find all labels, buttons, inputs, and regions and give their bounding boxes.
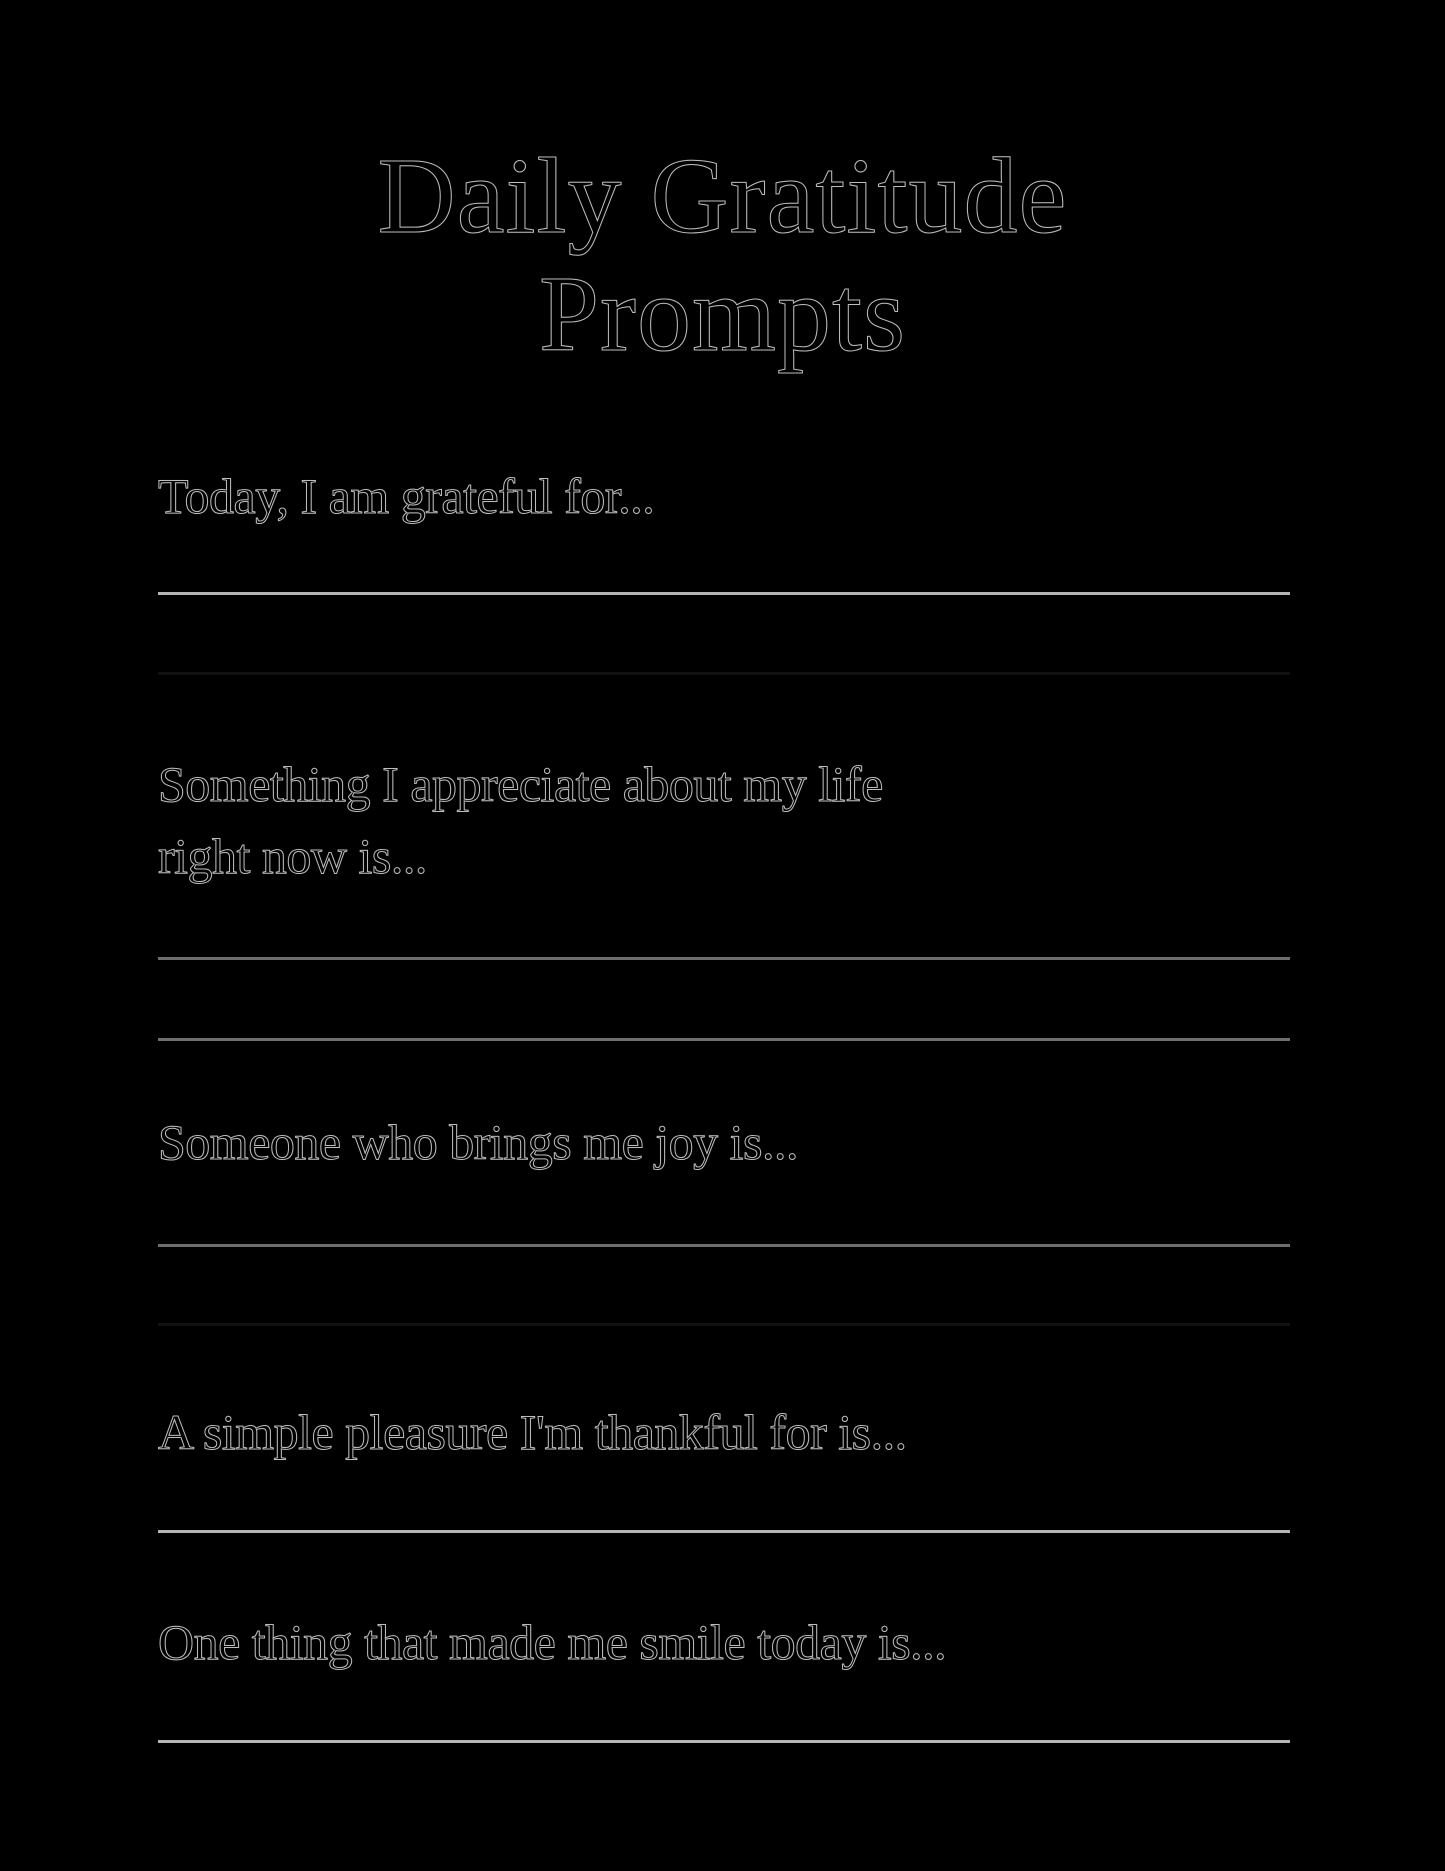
prompt-2-answer-line-2[interactable] bbox=[158, 1038, 1290, 1041]
prompt-1-answer-line-1[interactable] bbox=[158, 592, 1290, 595]
prompt-1-answer-line-2[interactable] bbox=[158, 672, 1290, 675]
prompt-4-answer-line[interactable] bbox=[158, 1530, 1290, 1533]
prompt-2-line-2: right now is... bbox=[158, 828, 427, 884]
prompt-2-label bbox=[158, 748, 883, 892]
page-title bbox=[0, 138, 1445, 374]
prompt-5-answer-line[interactable] bbox=[158, 1740, 1290, 1743]
prompt-2-answer-line-1[interactable] bbox=[158, 957, 1290, 960]
title-line-2: Prompts bbox=[538, 255, 907, 374]
prompt-4-label: A simple pleasure I'm thankful for is... bbox=[158, 1404, 907, 1460]
prompt-1-label: Today, I am grateful for... bbox=[158, 468, 655, 524]
prompt-3-label: Someone who brings me joy is... bbox=[158, 1114, 799, 1170]
prompt-2-line-1: Something I appreciate about my life bbox=[158, 756, 883, 812]
title-line-1: Daily Gratitude bbox=[377, 137, 1068, 256]
prompt-3-answer-line-2[interactable] bbox=[158, 1323, 1290, 1326]
prompt-5-label: One thing that made me smile today is... bbox=[158, 1614, 947, 1670]
prompt-3-answer-line-1[interactable] bbox=[158, 1244, 1290, 1247]
